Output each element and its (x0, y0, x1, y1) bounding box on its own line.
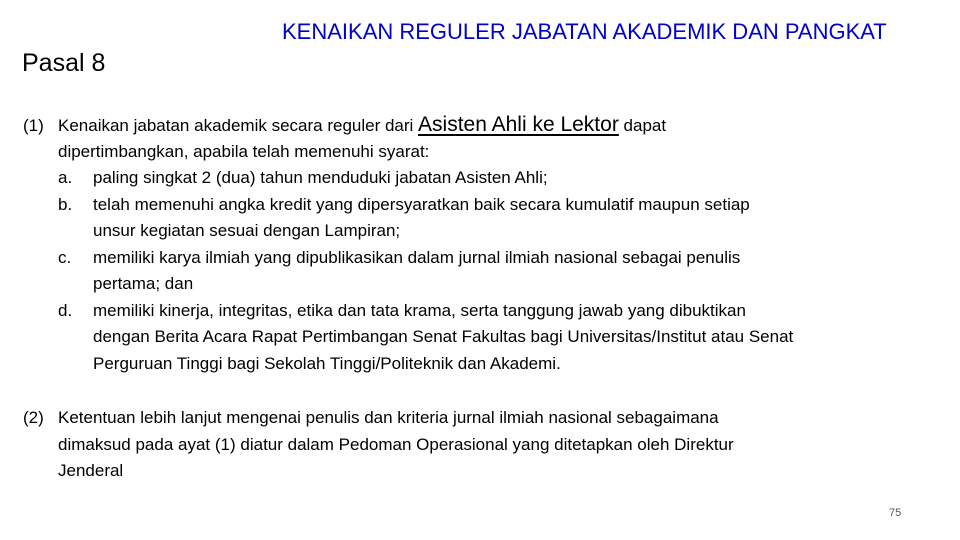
list-item (23, 192, 953, 245)
list-item-text: memiliki kinerja, integritas, etika dan tata krama, serta tanggung jawab yang dibuktikan (93, 300, 746, 320)
list-item-text: pertama; dan (93, 274, 194, 293)
page-title: KENAIKAN REGULER JABATAN AKADEMIK DAN PANGKAT (282, 19, 887, 44)
paragraph-1-intro-after: dapat (618, 116, 667, 135)
paragraph-1 (23, 112, 953, 377)
list-item-text: telah memenuhi angka kredit yang dipersyaratkan baik secara kumulatif maupun setiap (93, 194, 750, 214)
paragraph-1-intro (23, 112, 953, 139)
list-item (23, 298, 953, 378)
paragraph-1-intro-text: Kenaikan jabatan akademik secara reguler dari (58, 116, 419, 135)
paragraph-2-number: (2) (23, 408, 44, 427)
paragraph-2-text: Ketentuan lebih lanjut mengenai penulis dan kriteria jurnal ilmiah nasional sebagaimana (58, 408, 719, 427)
list-item-text: Perguruan Tinggi bagi Sekolah Tinggi/Politeknik dan Akademi. (93, 353, 561, 373)
list-item-text: dengan Berita Acara Rapat Pertimbangan Senat Fakultas bagi Universitas/Institut atau Senat (93, 327, 794, 346)
list-item-text: memiliki karya ilmiah yang dipublikasikan dalam jurnal ilmiah nasional sebagai penulis (93, 247, 741, 267)
list-item (23, 165, 953, 192)
list-marker: b. (58, 194, 73, 214)
paragraph-2-text: Jenderal (58, 461, 124, 480)
list-marker: a. (58, 168, 73, 187)
paragraph-2-text: dimaksud pada ayat (1) diatur dalam Pedoman Operasional yang ditetapkan oleh Direktur (58, 434, 734, 454)
list-item-text: paling singkat 2 (dua) tahun menduduki jabatan Asisten Ahli; (93, 168, 548, 187)
list-item-text: unsur kegiatan sesuai dengan Lampiran; (93, 221, 401, 240)
list-marker: d. (58, 300, 73, 320)
paragraph-1-number: (1) (23, 116, 44, 135)
paragraph-2 (23, 405, 923, 485)
paragraph-1-highlight: Asisten Ahli ke Lektor (418, 113, 619, 136)
list-item (23, 245, 953, 298)
list-marker: c. (58, 247, 72, 267)
paragraph-1-intro-line2: dipertimbangkan, apabila telah memenuhi syarat: (58, 141, 430, 161)
page-number: 75 (889, 507, 902, 519)
pasal-heading: Pasal 8 (22, 49, 106, 77)
